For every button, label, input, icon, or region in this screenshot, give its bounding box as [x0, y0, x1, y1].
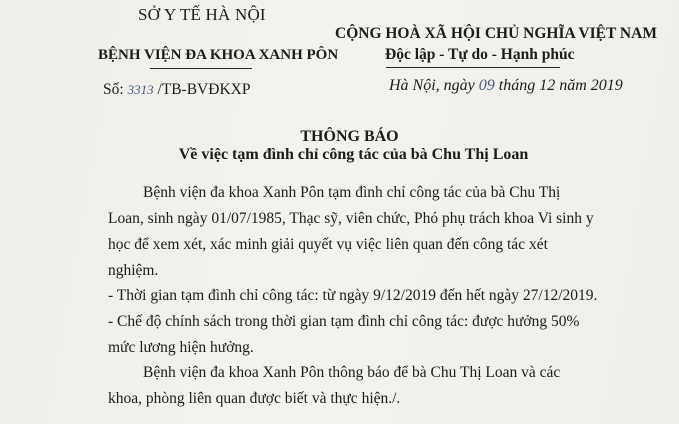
notice-subtitle-text: Về việc tạm đình chỉ công tác của bà Chu Thị Loan — [178, 146, 529, 163]
hospital-name: BỆNH VIỆN ĐA KHOA XANH PÔN — [98, 47, 339, 63]
national-motto: Độc lập - Tự do - Hạnh phúc — [385, 46, 575, 63]
document-date — [389, 77, 623, 95]
document-number-suffix: /TB-BVĐKXP — [153, 81, 251, 98]
body-line-3: học để xem xét, xác minh giải quyết vụ việc liên quan đến công tác xét — [108, 236, 548, 253]
body-line-5: - Thời gian tạm đình chỉ công tác: từ ngày 9/12/2019 đến hết ngày 27/12/2019. — [108, 287, 598, 304]
notice-subtitle — [0, 146, 679, 164]
national-title: CỘNG HOÀ XÃ HỘI CHỦ NGHĨA VIỆT NAM — [335, 25, 657, 42]
document-number-handwritten: 3313 — [127, 82, 154, 97]
body-line-6: - Chế độ chính sách trong thời gian tạm đình chỉ công tác: được hưởng 50% — [108, 313, 580, 330]
notice-title-text: THÔNG BÁO — [300, 128, 399, 145]
document-number — [103, 81, 250, 99]
date-prefix: Hà Nội, ngày — [389, 77, 479, 94]
body-line-8: Bệnh viện đa khoa Xanh Pôn thông báo để bà Chu Thị Loan và các — [143, 364, 561, 381]
date-rest: tháng 12 năm 2019 — [494, 77, 623, 94]
body-line-2: Loan, sinh ngày 01/07/1985, Thạc sỹ, viên chức, Phó phụ trách khoa Vi sinh y — [108, 210, 594, 227]
body-line-1: Bệnh viện đa khoa Xanh Pôn tạm đình chỉ công tác của bà Chu Thị — [143, 184, 561, 201]
document-number-prefix: Số: — [103, 81, 128, 98]
notice-title — [0, 128, 679, 146]
left-header-underline — [150, 68, 252, 69]
body-line-9: khoa, phòng liên quan được biết và thực hiện./. — [108, 390, 401, 407]
body-line-7: mức lương hiện hưởng. — [108, 339, 254, 356]
department-name: SỞ Y TẾ HÀ NỘI — [138, 5, 266, 24]
right-header-underline — [386, 67, 560, 68]
date-day-handwritten: 09 — [478, 77, 495, 94]
body-line-4: nghiệm. — [108, 262, 159, 279]
